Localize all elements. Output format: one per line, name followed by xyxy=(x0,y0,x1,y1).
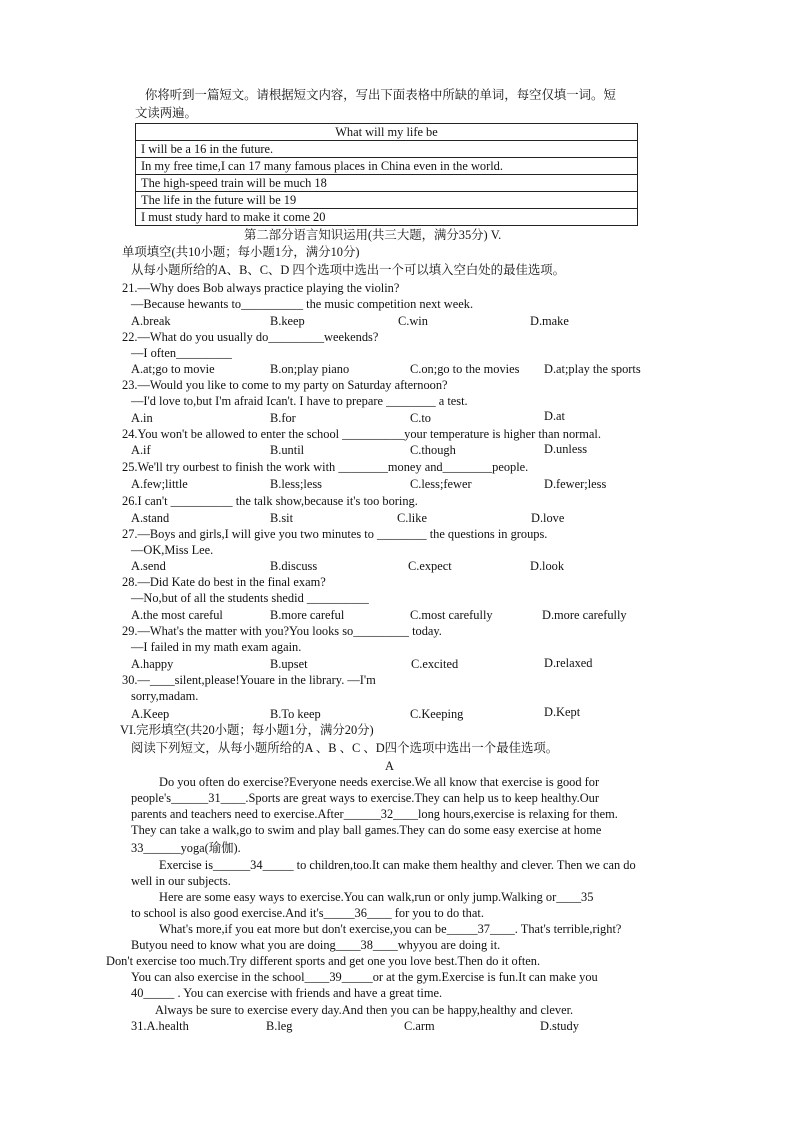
q29-option-d[interactable]: D.relaxed xyxy=(544,656,593,670)
q30-option-b[interactable]: B.To keep xyxy=(270,707,321,721)
q24-option-d[interactable]: D.unless xyxy=(544,442,588,456)
listening-instruction-line1: 你将听到一篇短文。请根据短文内容，写出下面表格中所缺的单词，每空仅填一词。短 xyxy=(145,88,616,102)
question-23-stem2: —I'd love to,but I'm afraid Ican't. I have to prepare ________ a test. xyxy=(131,394,468,408)
q28-option-c[interactable]: C.most carefully xyxy=(410,608,493,622)
listening-table xyxy=(135,123,638,226)
question-22-stem: 22.—What do you usually do_________weekends? xyxy=(122,330,379,344)
q30-option-a[interactable]: A.Keep xyxy=(131,707,170,721)
q23-option-c[interactable]: C.to xyxy=(410,411,431,425)
q28-option-b[interactable]: B.more careful xyxy=(270,608,345,622)
listening-instruction-line2: 文读两遍。 xyxy=(135,106,197,120)
table-row: The life in the future will be 19 xyxy=(136,192,637,209)
q27-option-a[interactable]: A.send xyxy=(131,559,166,573)
table-row: I will be a 16 in the future. xyxy=(136,141,637,158)
q31-option-b[interactable]: B.leg xyxy=(266,1019,293,1033)
question-22-stem2: —I often_________ xyxy=(131,346,232,360)
table-title: What will my life be xyxy=(136,124,637,141)
q29-option-c[interactable]: C.excited xyxy=(411,657,459,671)
q26-option-d[interactable]: D.love xyxy=(531,511,565,525)
q31-option-c[interactable]: C.arm xyxy=(404,1019,435,1033)
question-28-stem: 28.—Did Kate do best in the final exam? xyxy=(122,575,326,589)
q30-option-d[interactable]: D.Kept xyxy=(544,705,581,719)
question-21-stem: 21.—Why does Bob always practice playing the violin? xyxy=(122,281,400,295)
q28-option-a[interactable]: A.the most careful xyxy=(131,608,223,622)
part2-section-title: 单项填空(共10小题；每小题1分，满分10分) xyxy=(122,245,360,259)
q23-option-b[interactable]: B.for xyxy=(270,411,296,425)
q23-option-d[interactable]: D.at xyxy=(544,409,565,423)
q22-option-b[interactable]: B.on;play piano xyxy=(270,362,350,376)
cloze-heading: VI.完形填空(共20小题；每小题1分，满分20分) xyxy=(120,723,374,737)
table-row: The high-speed train will be much 18 xyxy=(136,175,637,192)
cloze-line: parents and teachers need to exercise.After______32____long hours,exercise is relaxing for them. xyxy=(131,807,618,821)
cloze-line: What's more,if you eat more but don't exercise,you can be_____37____. That's terrible,right? xyxy=(159,922,622,936)
cloze-line: to school is also good exercise.And it's_____36____ for you to do that. xyxy=(131,906,484,920)
q25-option-c[interactable]: C.less;fewer xyxy=(410,477,472,491)
q21-option-c[interactable]: C.win xyxy=(398,314,428,328)
q30-option-c[interactable]: C.Keeping xyxy=(410,707,464,721)
question-23-stem: 23.—Would you like to come to my party on Saturday afternoon? xyxy=(122,378,448,392)
q26-option-a[interactable]: A.stand xyxy=(131,511,170,525)
q24-option-b[interactable]: B.until xyxy=(270,443,305,457)
q21-option-b[interactable]: B.keep xyxy=(270,314,305,328)
cloze-line: Here are some easy ways to exercise.You can walk,run or only jump.Walking or____35 xyxy=(159,890,594,904)
question-24-stem: 24.You won't be allowed to enter the school __________your temperature is higher than normal. xyxy=(122,427,601,441)
q27-option-d[interactable]: D.look xyxy=(530,559,565,573)
cloze-line: Always be sure to exercise every day.And then you can be happy,healthy and clever. xyxy=(155,1003,574,1017)
q25-option-d[interactable]: D.fewer;less xyxy=(544,477,607,491)
question-29-stem2: —I failed in my math exam again. xyxy=(131,640,302,654)
cloze-line: You can also exercise in the school____39_____or at the gym.Exercise is fun.It can make you xyxy=(131,970,598,984)
q27-option-c[interactable]: C.expect xyxy=(408,559,452,573)
question-26-stem: 26.I can't __________ the talk show,because it's too boring. xyxy=(122,494,418,508)
q22-option-d[interactable]: D.at;play the sports xyxy=(544,362,641,376)
cloze-instruction: 阅读下列短文，从每小题所给的A 、B 、C 、D四个选项中选出一个最佳选项。 xyxy=(131,741,559,755)
q28-option-d[interactable]: D.more carefully xyxy=(542,608,627,622)
cloze-line: Butyou need to know what you are doing____38____whyyou are doing it. xyxy=(131,938,501,952)
table-row: I must study hard to make it come 20 xyxy=(136,209,637,226)
q21-option-a[interactable]: A.break xyxy=(131,314,171,328)
question-28-stem2: —No,but of all the students shedid __________ xyxy=(131,591,369,605)
cloze-passage-label: A xyxy=(385,759,394,773)
q31-option-a[interactable]: 31.A.health xyxy=(131,1019,189,1033)
q29-option-a[interactable]: A.happy xyxy=(131,657,174,671)
question-30-stem2: sorry,madam. xyxy=(131,689,199,703)
q24-option-a[interactable]: A.if xyxy=(131,443,151,457)
q31-option-d[interactable]: D.study xyxy=(540,1019,579,1033)
cloze-line: Exercise is______34_____ to children,too.It can make them healthy and clever. Then we can do xyxy=(159,858,636,872)
question-27-stem2: —OK,Miss Lee. xyxy=(131,543,214,557)
table-row: In my free time,I can 17 many famous places in China even in the world. xyxy=(136,158,637,175)
q22-option-a[interactable]: A.at;go to movie xyxy=(131,362,215,376)
q23-option-a[interactable]: A.in xyxy=(131,411,153,425)
cloze-line: Don't exercise too much.Try different sports and get one you love best.Then do it often. xyxy=(106,954,541,968)
cloze-line: They can take a walk,go to swim and play ball games.They can do some easy exercise at home xyxy=(131,823,602,837)
q22-option-c[interactable]: C.on;go to the movies xyxy=(410,362,520,376)
question-27-stem: 27.—Boys and girls,I will give you two minutes to ________ the questions in groups. xyxy=(122,527,548,541)
question-29-stem: 29.—What's the matter with you?You looks so_________ today. xyxy=(122,624,442,638)
cloze-line: 33______yoga(瑜伽). xyxy=(131,841,241,855)
q21-option-d[interactable]: D.make xyxy=(530,314,569,328)
q25-option-a[interactable]: A.few;little xyxy=(131,477,188,491)
cloze-line: 40_____ . You can exercise with friends and have a great time. xyxy=(131,986,443,1000)
part2-instruction: 从每小题所给的A、B、C、D 四个选项中选出一个可以填入空白处的最佳选项。 xyxy=(131,263,566,277)
cloze-line: well in our subjects. xyxy=(131,874,231,888)
q26-option-c[interactable]: C.like xyxy=(397,511,427,525)
question-21-stem2: —Because hewants to__________ the music competition next week. xyxy=(131,297,474,311)
part2-heading: 第二部分语言知识运用(共三大题，满分35分) V. xyxy=(244,228,502,242)
question-30-stem: 30.—____silent,please!Youare in the library. —I'm xyxy=(122,673,376,687)
q29-option-b[interactable]: B.upset xyxy=(270,657,308,671)
q26-option-b[interactable]: B.sit xyxy=(270,511,294,525)
cloze-line: Do you often do exercise?Everyone needs exercise.We all know that exercise is good for xyxy=(159,775,600,789)
q24-option-c[interactable]: C.though xyxy=(410,443,456,457)
question-25-stem: 25.We'll try ourbest to finish the work with ________money and________people. xyxy=(122,460,529,474)
q27-option-b[interactable]: B.discuss xyxy=(270,559,318,573)
q25-option-b[interactable]: B.less;less xyxy=(270,477,322,491)
cloze-line: people's______31____.Sports are great ways to exercise.They can help us to keep healthy.Our xyxy=(131,791,600,805)
